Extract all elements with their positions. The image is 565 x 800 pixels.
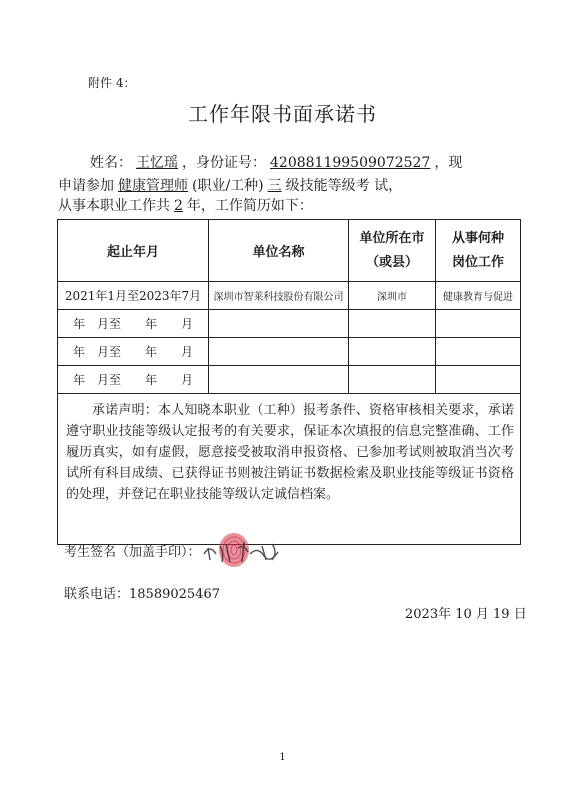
document-title: 工作年限书面承诺书 <box>188 102 377 126</box>
row-job <box>436 338 521 366</box>
id-suffix: ，现 <box>434 155 463 171</box>
years-suffix: 年，工作简历如下： <box>186 198 313 214</box>
row-unit <box>209 366 349 394</box>
attachment-label: 附件 4： <box>88 76 136 90</box>
work-history-table <box>57 219 521 545</box>
level-value: 三 <box>267 178 282 194</box>
table-row <box>58 366 521 394</box>
years-value: 2 <box>174 198 183 214</box>
apply-line <box>58 175 402 195</box>
table-row <box>58 338 521 366</box>
row-job: 健康教育与促进 <box>436 282 521 310</box>
row-job <box>436 366 521 394</box>
name-value: 王忆瑶 <box>136 155 178 171</box>
header-job <box>436 220 521 282</box>
header-city-line1: 单位所在市 <box>359 230 425 246</box>
row-city <box>349 366 436 394</box>
level-suffix: 级技能等级考 试， <box>285 178 403 194</box>
statement-row <box>58 394 521 545</box>
signature-fingerprint-icon <box>198 532 298 576</box>
header-unit: 单位名称 <box>209 220 349 282</box>
commitment-statement: 承诺声明：本人知晓本职业（工种）报考条件、资格审核相关要求，承诺遵守职业技能等级认定报考的有关要求，保证本次填报的信息完整准确、工作履历真实，如有虚假，愿意接受被取消申报资格、已参加考试则被取消当次考试所有科目成绩、已获得证书则被注销证书数据检索及职业技能等级证书资格的处理，并登记在职业技能等级认定诚信档案。 <box>66 403 514 502</box>
row-unit: 深圳市智莱科技股份有限公司 <box>209 282 349 310</box>
id-label: ，身份证号： <box>182 155 266 171</box>
row-period: 2021年1月至2023年7月 <box>58 282 209 310</box>
header-job-line2: 岗位工作 <box>451 254 504 270</box>
table-row <box>58 310 521 338</box>
header-city <box>349 220 436 282</box>
sign-date: 2023年 10 月 19 日 <box>405 607 527 622</box>
row-unit <box>209 338 349 366</box>
row-job <box>436 310 521 338</box>
row-unit <box>209 310 349 338</box>
id-value: 420881199509072527 <box>270 155 431 171</box>
row-period: 年 月至 年 月 <box>58 310 209 338</box>
years-prefix: 从事本职业工作共 <box>58 198 170 214</box>
signature-label: 考生签名（加盖手印）： <box>64 545 201 560</box>
page-number: 1 <box>279 752 286 763</box>
statement-cell <box>58 394 521 545</box>
years-line <box>58 195 313 215</box>
row-city: 深圳市 <box>349 282 436 310</box>
apply-label: 申请参加 <box>58 178 114 194</box>
row-period: 年 月至 年 月 <box>58 338 209 366</box>
contact-phone: 联系电话：18589025467 <box>64 587 220 602</box>
row-city <box>349 338 436 366</box>
occupation-value: 健康管理师 <box>118 178 188 194</box>
header-period: 起止年月 <box>58 220 209 282</box>
header-job-line1: 从事何种 <box>451 230 504 246</box>
header-city-line2: （或县） <box>365 254 418 270</box>
table-header-row <box>58 220 521 282</box>
row-period: 年 月至 年 月 <box>58 366 209 394</box>
name-label: 姓名： <box>90 155 132 171</box>
table-row <box>58 282 521 310</box>
row-city <box>349 310 436 338</box>
name-line <box>90 152 462 172</box>
occupation-type: (职业/工种) <box>192 178 264 194</box>
